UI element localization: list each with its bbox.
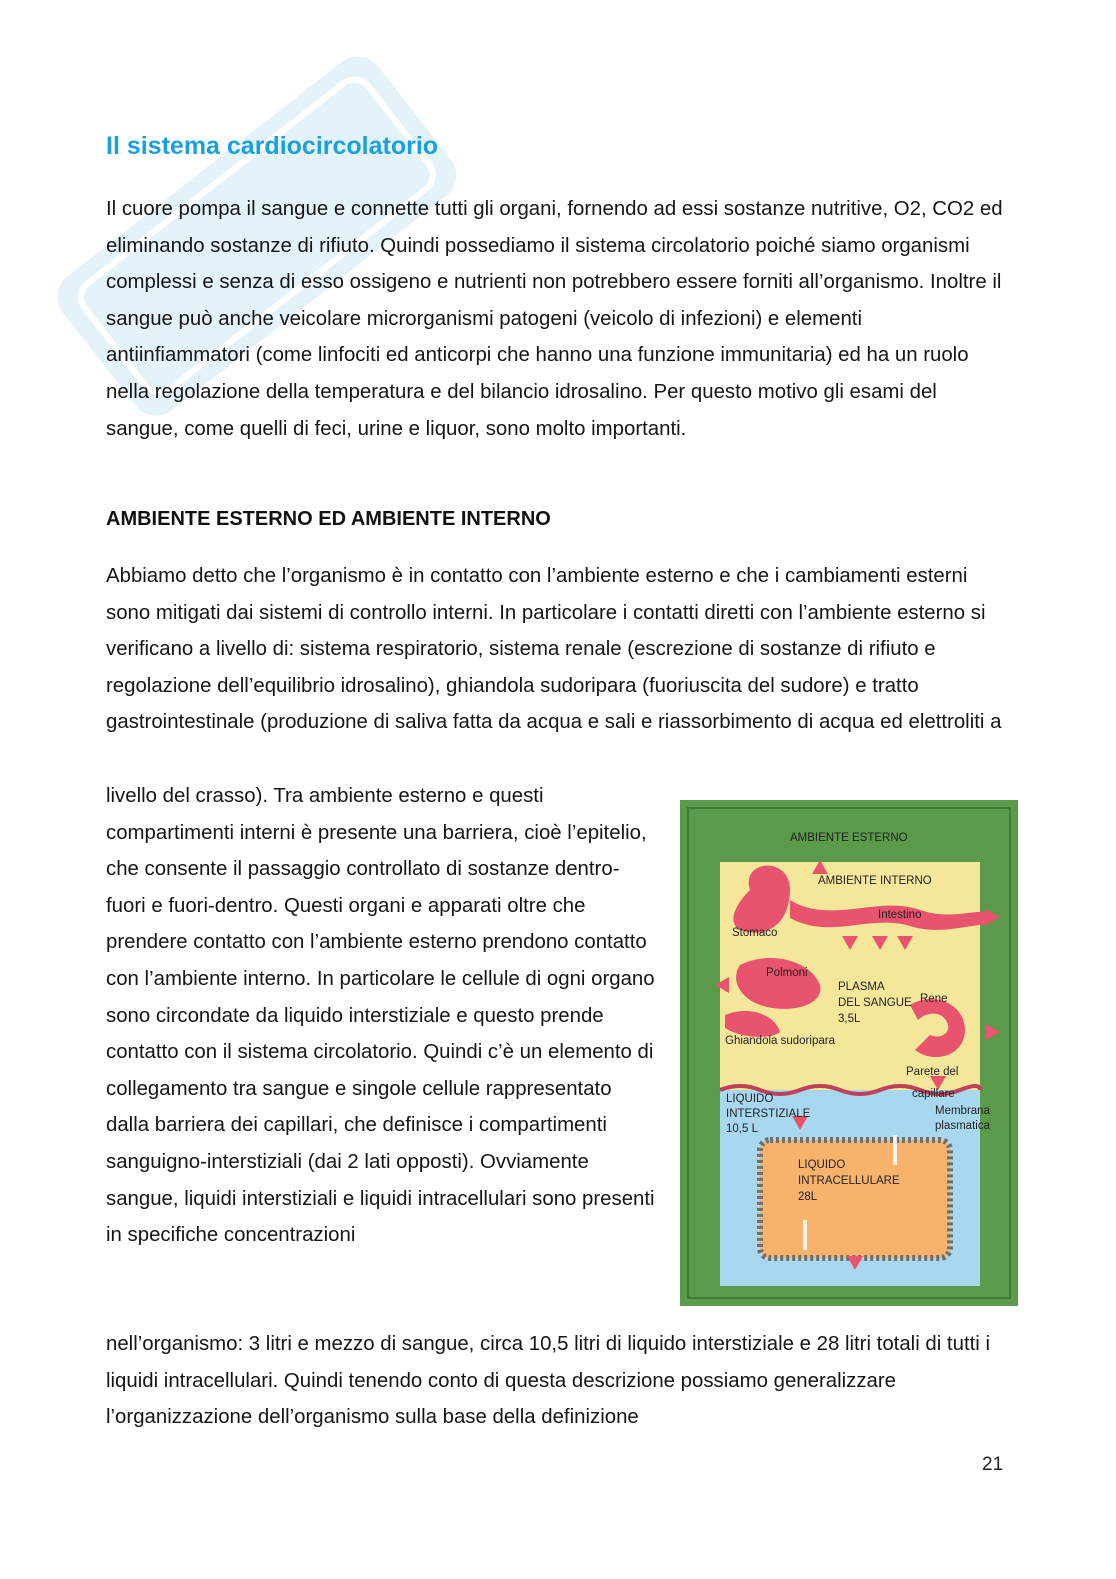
page-number: 21 xyxy=(982,1454,1004,1475)
label-intracellulare-2: INTRACELLULARE xyxy=(798,1175,900,1187)
label-ghiandola: Ghiandola sudoripara xyxy=(725,1035,835,1047)
label-polmoni: Polmoni xyxy=(766,967,808,979)
label-intracellulare-3: 28L xyxy=(798,1191,818,1203)
label-ambiente-esterno: AMBIENTE ESTERNO xyxy=(790,832,908,844)
label-interstiziale-1: LIQUIDO xyxy=(726,1093,774,1105)
label-stomaco: Stomaco xyxy=(732,927,778,939)
body-paragraph-wrapped: livello del crasso). Tra ambiente esterno e questi compartimenti interni è presente una barriera, cioè l’epitelio, che consente il passaggio controllato di sostanze dentro-fuori e fuori-dentro. Questi organi e apparati oltre che prendere contatto con l’ambiente esterno prendono contatto con l’ambiente interno. In particolare le cellule di ogni organo sono circondate da liquido interstiziale e questo prende contatto con il sistema circolatorio. Quindi c’è un elemento di collegamento tra sangue e singole cellule rappresentato dalla barriera dei capillari, che definisce i compartimenti sanguigno-interstiziali (dai 2 lati opposti). Ovviamente sangue, liquidi interstiziali e liquidi intracellulari sono presenti in specifiche concentrazioni xyxy=(106,785,655,1247)
body-paragraph-top: Abbiamo detto che l’organismo è in contatto con l’ambiente esterno e che i cambiamenti esterni sono mitigati dai sistemi di controllo interni. In particolare i contatti diretti con l’ambiente esterno si verificano a livello di: sistema respiratorio, sistema renale (escrezione di sostanze di rifiuto e regolazione dell’equilibrio idrosalino), ghiandola sudoripara (fuoriuscita del sudore) e tratto gastrointestinale (produzione di saliva fatta da acqua e sali e riassorbimento di acqua ed elettroliti a xyxy=(106,565,1002,734)
page-title: Il sistema cardiocircolatorio xyxy=(106,132,439,160)
cell-area xyxy=(760,1140,950,1258)
label-parete-1: Parete del xyxy=(906,1066,959,1078)
label-intestino: Intestino xyxy=(878,909,922,921)
fluid-compartments-diagram xyxy=(680,800,1018,1306)
label-plasma-3: 3,5L xyxy=(838,1013,861,1025)
label-rene: Rene xyxy=(920,993,948,1005)
label-plasma-1: PLASMA xyxy=(838,981,885,993)
label-membrana-1: Membrana xyxy=(935,1105,990,1117)
label-interstiziale-2: INTERSTIZIALE xyxy=(726,1108,811,1120)
body-paragraph-bottom: nell’organismo: 3 litri e mezzo di sangue, circa 10,5 litri di liquido interstiziale e 28 litri totali di tutti i liquidi intracellulari. Quindi tenendo conto di questa descrizione possiamo generalizzare l’organizzazione dell’organismo sulla base della definizione xyxy=(106,1333,990,1429)
label-ambiente-interno: AMBIENTE INTERNO xyxy=(818,875,932,887)
label-membrana-2: plasmatica xyxy=(935,1120,990,1132)
label-parete-2: capillare xyxy=(912,1088,955,1100)
label-intracellulare-1: LIQUIDO xyxy=(798,1159,846,1171)
section-heading: AMBIENTE ESTERNO ED AMBIENTE INTERNO xyxy=(106,508,551,530)
label-interstiziale-3: 10,5 L xyxy=(726,1123,758,1135)
intro-paragraph: Il cuore pompa il sangue e connette tutti gli organi, fornendo ad essi sostanze nutritive, O2, CO2 ed eliminando sostanze di rifiuto. Quindi possediamo il sistema circolatorio poiché siamo organismi complessi e senza di esso ossigeno e nutrienti non potrebbero essere forniti all’organismo. Inoltre il sangue può anche veicolare microrganismi patogeni (veicolo di infezioni) e elementi antiinfiammatori (come linfociti ed anticorpi che hanno una funzione immunitaria) ed ha un ruolo nella regolazione della temperatura e del bilancio idrosalino. Per questo motivo gli esami del sangue, come quelli di feci, urine e liquor, sono molto importanti. xyxy=(106,198,1003,440)
label-plasma-2: DEL SANGUE xyxy=(838,997,912,1009)
